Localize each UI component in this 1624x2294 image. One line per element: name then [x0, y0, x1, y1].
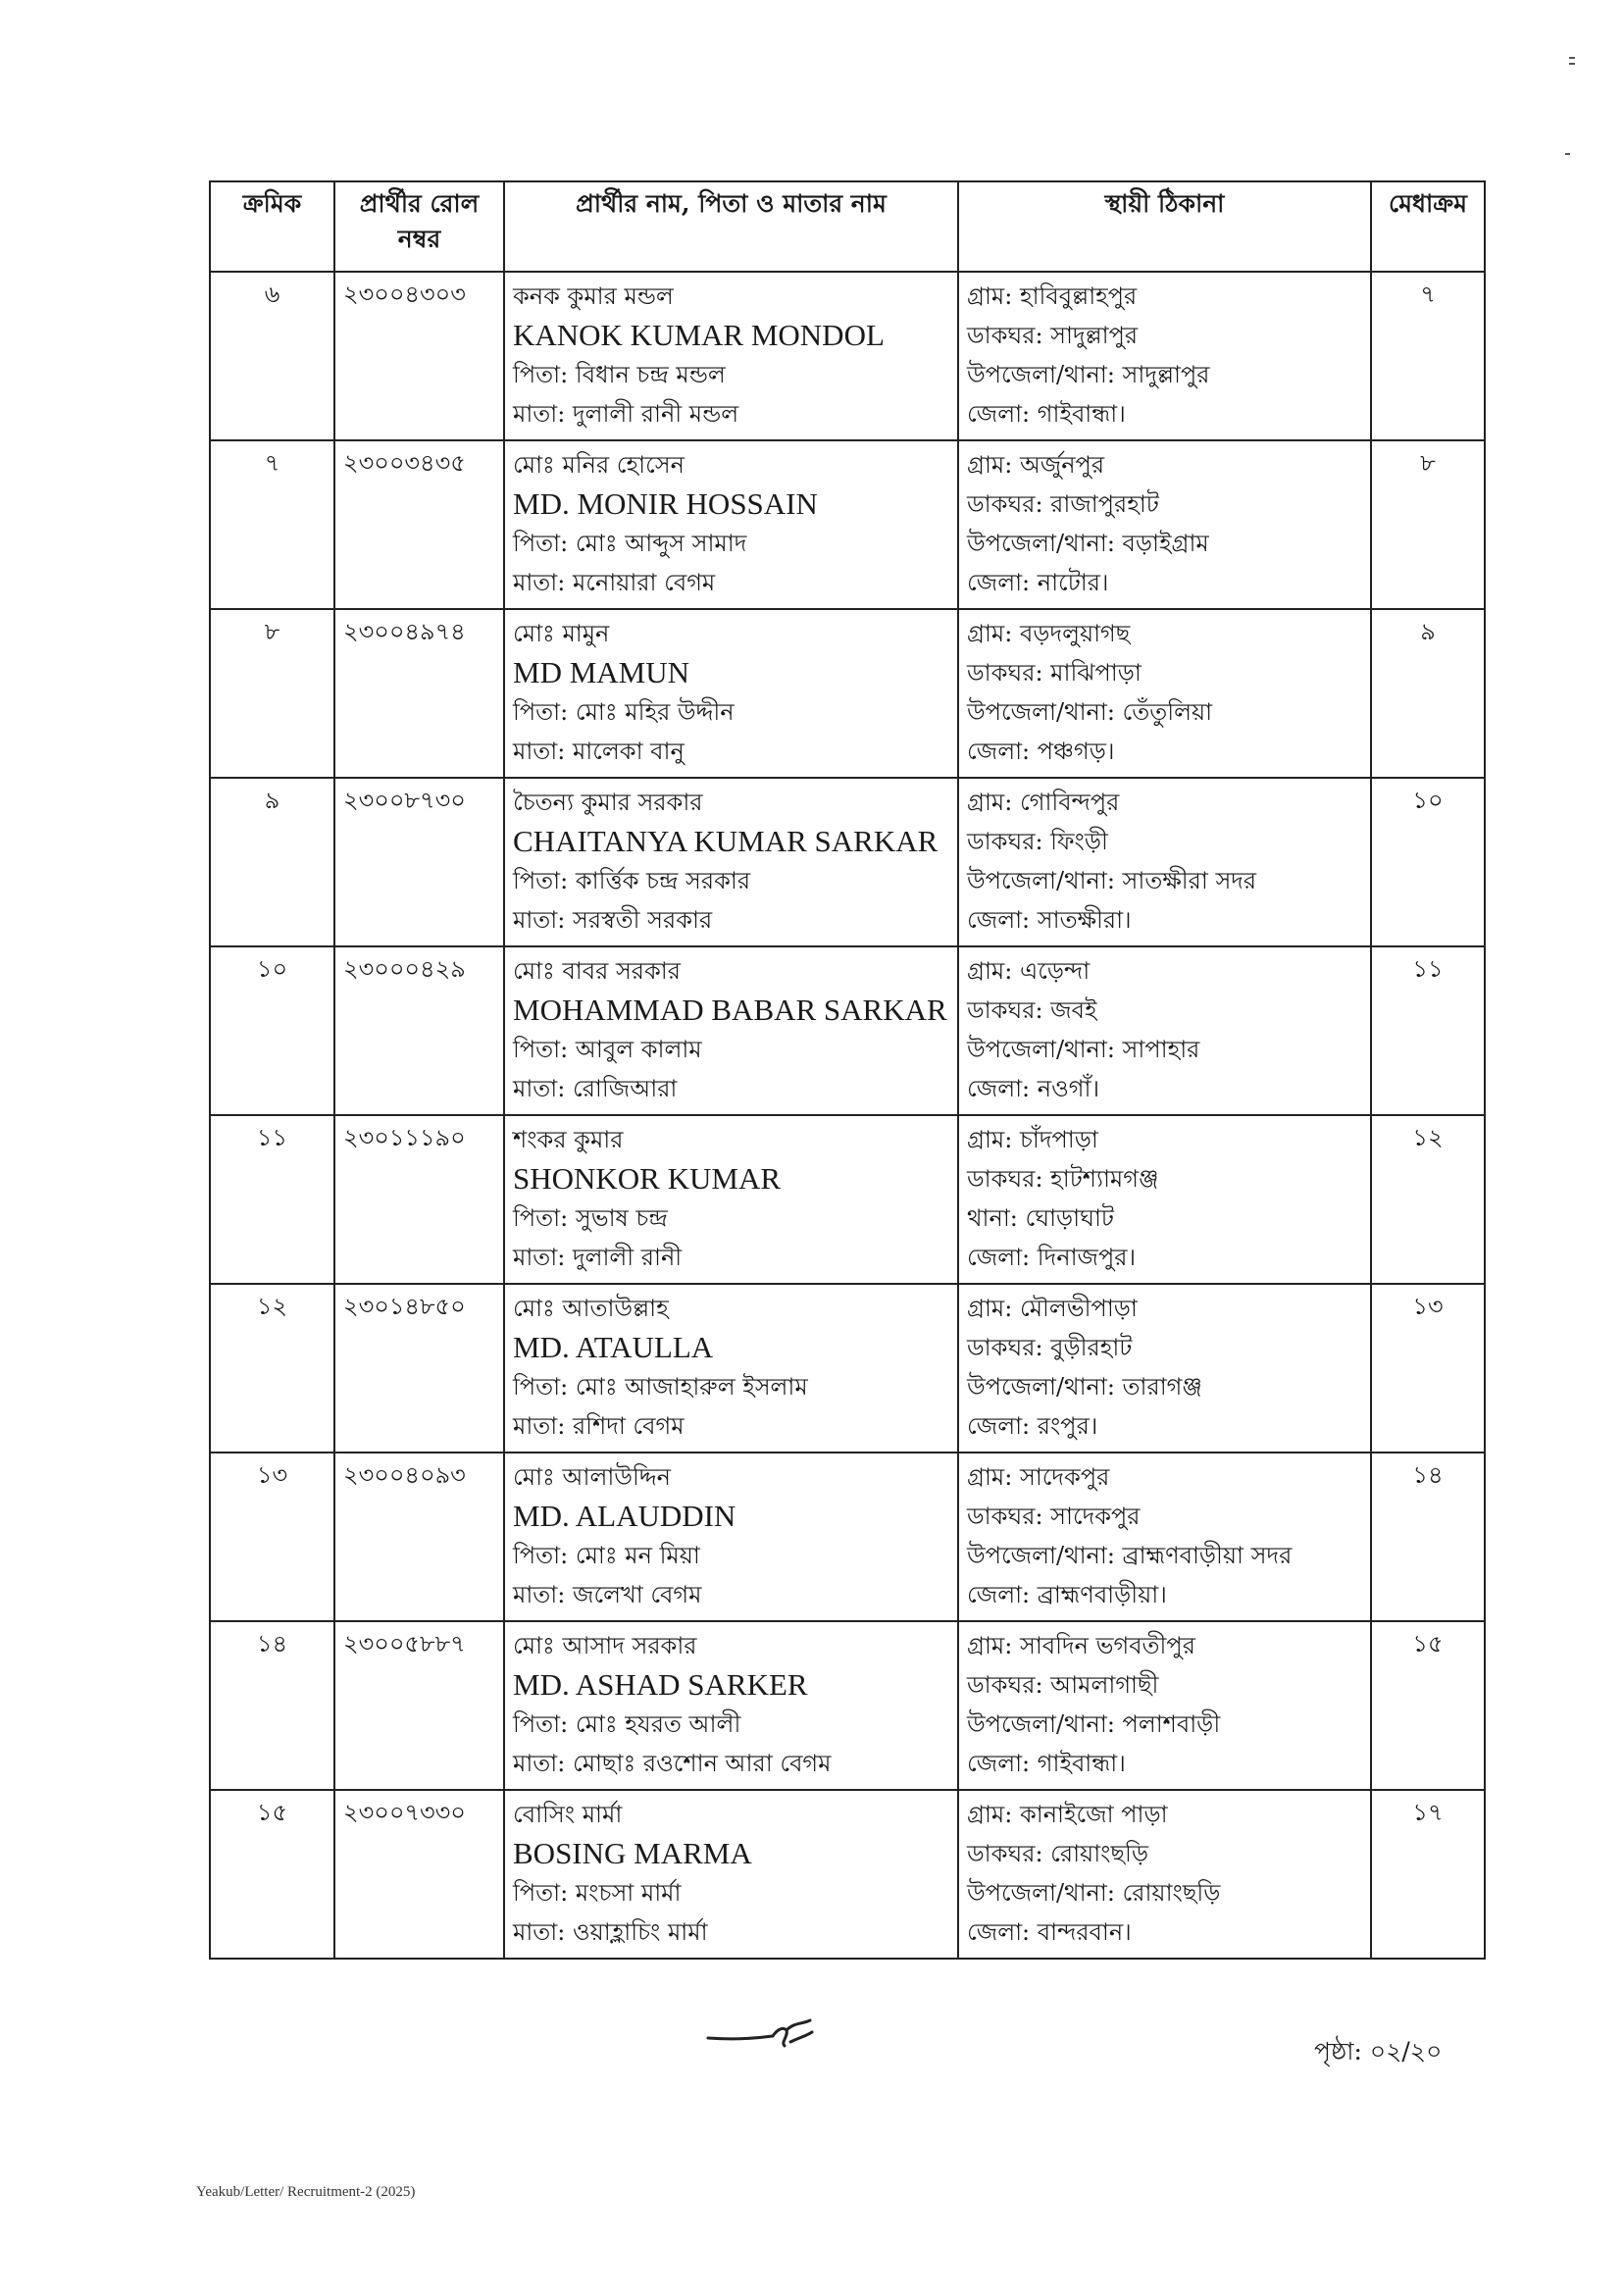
scan-artifact	[1569, 63, 1575, 65]
address-cell	[958, 778, 1371, 946]
father-name: পিতা: বিধান চন্দ্র মন্ডল	[513, 361, 726, 388]
table-row	[210, 1790, 1485, 1959]
address-line: থানা: ঘোড়াঘাট	[967, 1204, 1114, 1232]
roll-cell: ২৩০১১১৯০	[334, 1115, 504, 1284]
merit-cell: ১০	[1371, 778, 1485, 946]
candidate-name-bn: চৈতন্য কুমার সরকার	[513, 789, 703, 816]
address-line: জেলা: নাটোর।	[967, 569, 1109, 596]
roll-cell: ২৩০০৮৭৩০	[334, 778, 504, 946]
address-line: উপজেলা/থানা: বড়াইগ্রাম	[967, 530, 1209, 557]
serial-cell: ১৫	[210, 1790, 334, 1959]
candidate-name-bn: মোঃ মনির হোসেন	[513, 451, 685, 479]
footer-reference: Yeakub/Letter/ Recruitment-2 (2025)	[196, 2184, 416, 2200]
table-row	[210, 1621, 1485, 1790]
name-cell	[504, 778, 958, 946]
name-cell	[504, 1790, 958, 1959]
address-line: ডাকঘর: সাদুল্লাপুর	[967, 322, 1139, 349]
address-line: জেলা: গাইবান্ধা।	[967, 400, 1126, 428]
serial-cell: ১৪	[210, 1621, 334, 1790]
address-cell	[958, 272, 1371, 440]
address-line: জেলা: বান্দরবান।	[967, 1918, 1132, 1946]
address-line: ডাকঘর: বুড়ীরহাট	[967, 1334, 1133, 1361]
address-line: গ্রাম: সাবদিন ভগবতীপুর	[967, 1632, 1195, 1659]
scan-artifact	[1565, 153, 1570, 155]
candidate-name-en: MD. ASHAD SARKER	[513, 1667, 808, 1702]
father-name: পিতা: মোঃ আজাহারুল ইসলাম	[513, 1373, 808, 1401]
mother-name: মাতা: রোজিআরা	[513, 1075, 678, 1102]
father-name: পিতা: মংচসা মার্মা	[513, 1879, 682, 1907]
address-line: উপজেলা/থানা: রোয়াংছড়ি	[967, 1879, 1221, 1907]
signature-mark	[704, 2013, 822, 2056]
address-line: গ্রাম: অর্জুনপুর	[967, 451, 1105, 479]
address-line: গ্রাম: গোবিন্দপুর	[967, 789, 1120, 816]
address-cell	[958, 1284, 1371, 1453]
mother-name: মাতা: মালেকা বানু	[513, 738, 685, 765]
father-name: পিতা: সুভাষ চন্দ্র	[513, 1204, 668, 1232]
header-serial: ক্রমিক	[210, 181, 334, 272]
address-cell	[958, 946, 1371, 1115]
roll-cell: ২৩০০৪০৯৩	[334, 1453, 504, 1621]
serial-cell: ৭	[210, 440, 334, 609]
father-name: পিতা: কার্ত্তিক চন্দ্র সরকার	[513, 867, 751, 894]
candidate-name-en: CHAITANYA KUMAR SARKAR	[513, 824, 939, 858]
header-merit: মেধাক্রম	[1371, 181, 1485, 272]
merit-cell: ৮	[1371, 440, 1485, 609]
serial-cell: ৮	[210, 609, 334, 778]
candidate-name-en: MOHAMMAD BABAR SARKAR	[513, 993, 947, 1027]
address-line: গ্রাম: কানাইজো পাড়া	[967, 1801, 1168, 1828]
address-line: গ্রাম: হাবিবুল্লাহপুর	[967, 282, 1138, 310]
table-body	[210, 272, 1485, 1959]
candidate-name-en: KANOK KUMAR MONDOL	[513, 318, 885, 352]
header-address: স্থায়ী ঠিকানা	[958, 181, 1371, 272]
address-line: ডাকঘর: জবই	[967, 996, 1097, 1024]
merit-cell: ১৪	[1371, 1453, 1485, 1621]
roll-cell: ২৩০০৫৮৮৭	[334, 1621, 504, 1790]
address-line: জেলা: গাইবান্ধা।	[967, 1750, 1126, 1777]
serial-cell: ১১	[210, 1115, 334, 1284]
mother-name: মাতা: দুলালী রানী	[513, 1244, 683, 1271]
address-cell	[958, 609, 1371, 778]
table-row	[210, 440, 1485, 609]
serial-cell: ৬	[210, 272, 334, 440]
candidate-name-bn: মোঃ আতাউল্লাহ	[513, 1295, 669, 1322]
candidate-name-bn: কনক কুমার মন্ডল	[513, 282, 674, 310]
address-line: গ্রাম: চাঁদপাড়া	[967, 1126, 1098, 1153]
roll-cell: ২৩০০০৪২৯	[334, 946, 504, 1115]
address-cell	[958, 1621, 1371, 1790]
merit-cell: ৭	[1371, 272, 1485, 440]
candidate-name-bn: বোসিং মার্মা	[513, 1801, 623, 1828]
serial-cell: ১৩	[210, 1453, 334, 1621]
address-line: ডাকঘর: সাদেকপুর	[967, 1503, 1141, 1530]
address-line: জেলা: রংপুর।	[967, 1412, 1098, 1440]
address-line: গ্রাম: বড়দলুয়াগছ	[967, 620, 1131, 647]
roll-cell: ২৩০০৩৪৩৫	[334, 440, 504, 609]
merit-cell: ১৫	[1371, 1621, 1485, 1790]
address-line: উপজেলা/থানা: সাতক্ষীরা সদর	[967, 867, 1257, 894]
address-line: জেলা: ব্রাহ্মণবাড়ীয়া।	[967, 1581, 1167, 1608]
name-cell	[504, 1453, 958, 1621]
address-cell	[958, 1790, 1371, 1959]
merit-cell: ১৭	[1371, 1790, 1485, 1959]
name-cell	[504, 1621, 958, 1790]
mother-name: মাতা: জলেখা বেগম	[513, 1581, 702, 1608]
father-name: পিতা: মোঃ হযরত আলী	[513, 1710, 741, 1738]
address-line: ডাকঘর: ফিংড়ী	[967, 828, 1108, 855]
candidate-name-bn: মোঃ বাবর সরকার	[513, 957, 681, 985]
table-row	[210, 1453, 1485, 1621]
address-line: জেলা: নওগাঁ।	[967, 1075, 1100, 1102]
serial-cell: ৯	[210, 778, 334, 946]
roll-cell: ২৩০১৪৮৫০	[334, 1284, 504, 1453]
address-line: উপজেলা/থানা: ব্রাহ্মণবাড়ীয়া সদর	[967, 1542, 1293, 1569]
address-line: ডাকঘর: রোয়াংছড়ি	[967, 1840, 1149, 1867]
page-number: পৃষ্ঠা: ০২/২০	[1314, 2037, 1443, 2065]
address-line: জেলা: পঞ্চগড়।	[967, 738, 1115, 765]
address-line: ডাকঘর: রাজাপুরহাট	[967, 490, 1159, 518]
candidate-name-en: MD MAMUN	[513, 655, 689, 689]
address-cell	[958, 1453, 1371, 1621]
father-name: পিতা: মোঃ আব্দুস সামাদ	[513, 530, 747, 557]
candidate-name-en: MD. ALAUDDIN	[513, 1499, 736, 1533]
roll-cell: ২৩০০৪৩০৩	[334, 272, 504, 440]
name-cell	[504, 946, 958, 1115]
name-cell	[504, 609, 958, 778]
address-cell	[958, 440, 1371, 609]
candidate-name-bn: শংকর কুমার	[513, 1126, 624, 1153]
table-row	[210, 609, 1485, 778]
candidate-name-bn: মোঃ আলাউদ্দিন	[513, 1463, 671, 1491]
address-line: উপজেলা/থানা: সাদুল্লাপুর	[967, 361, 1210, 388]
merit-cell: ৯	[1371, 609, 1485, 778]
address-line: গ্রাম: সাদেকপুর	[967, 1463, 1110, 1491]
address-line: উপজেলা/থানা: তারাগঞ্জ	[967, 1373, 1202, 1401]
candidate-name-bn: মোঃ মামুন	[513, 620, 610, 647]
address-line: উপজেলা/থানা: পলাশবাড়ী	[967, 1710, 1221, 1738]
merit-cell: ১৩	[1371, 1284, 1485, 1453]
roll-cell: ২৩০০৭৩৩০	[334, 1790, 504, 1959]
address-line: জেলা: দিনাজপুর।	[967, 1244, 1137, 1271]
table-row	[210, 946, 1485, 1115]
name-cell	[504, 272, 958, 440]
address-line: গ্রাম: এড়েন্দা	[967, 957, 1091, 985]
scan-artifact	[1569, 57, 1575, 59]
header-roll: প্রার্থীর রোল নম্বর	[334, 181, 504, 272]
candidate-table	[209, 180, 1486, 1960]
table-row	[210, 1115, 1485, 1284]
address-line: ডাকঘর: হাটশ্যামগঞ্জ	[967, 1165, 1159, 1193]
mother-name: মাতা: দুলালী রানী মন্ডল	[513, 400, 739, 428]
merit-cell: ১১	[1371, 946, 1485, 1115]
table-row	[210, 1284, 1485, 1453]
serial-cell: ১০	[210, 946, 334, 1115]
mother-name: মাতা: রশিদা বেগম	[513, 1412, 685, 1440]
address-line: জেলা: সাতক্ষীরা।	[967, 906, 1132, 934]
address-line: গ্রাম: মৌলভীপাড়া	[967, 1295, 1138, 1322]
mother-name: মাতা: মোছাঃ রওশোন আরা বেগম	[513, 1750, 832, 1777]
father-name: পিতা: মোঃ মহির উদ্দীন	[513, 698, 735, 726]
table-row	[210, 272, 1485, 440]
address-line: ডাকঘর: মাঝিপাড়া	[967, 659, 1142, 687]
table-row	[210, 778, 1485, 946]
address-line: ডাকঘর: আমলাগাছী	[967, 1671, 1159, 1699]
mother-name: মাতা: মনোয়ারা বেগম	[513, 569, 716, 596]
merit-cell: ১২	[1371, 1115, 1485, 1284]
name-cell	[504, 1284, 958, 1453]
name-cell	[504, 440, 958, 609]
address-cell	[958, 1115, 1371, 1284]
serial-cell: ১২	[210, 1284, 334, 1453]
candidate-name-bn: মোঃ আসাদ সরকার	[513, 1632, 697, 1659]
candidate-name-en: MD. MONIR HOSSAIN	[513, 486, 818, 521]
table-header-row	[210, 181, 1485, 272]
address-line: উপজেলা/থানা: সাপাহার	[967, 1036, 1200, 1063]
mother-name: মাতা: ওয়াহ্লাচিং মার্মা	[513, 1918, 708, 1946]
address-line: উপজেলা/থানা: তেঁতুলিয়া	[967, 698, 1213, 726]
roll-cell: ২৩০০৪৯৭৪	[334, 609, 504, 778]
header-name: প্রার্থীর নাম, পিতা ও মাতার নাম	[504, 181, 958, 272]
father-name: পিতা: মোঃ মন মিয়া	[513, 1542, 700, 1569]
candidate-name-en: SHONKOR KUMAR	[513, 1161, 782, 1196]
candidate-name-en: MD. ATAULLA	[513, 1330, 714, 1364]
father-name: পিতা: আবুল কালাম	[513, 1036, 702, 1063]
candidate-name-en: BOSING MARMA	[513, 1836, 752, 1870]
mother-name: মাতা: সরস্বতী সরকার	[513, 906, 713, 934]
name-cell	[504, 1115, 958, 1284]
